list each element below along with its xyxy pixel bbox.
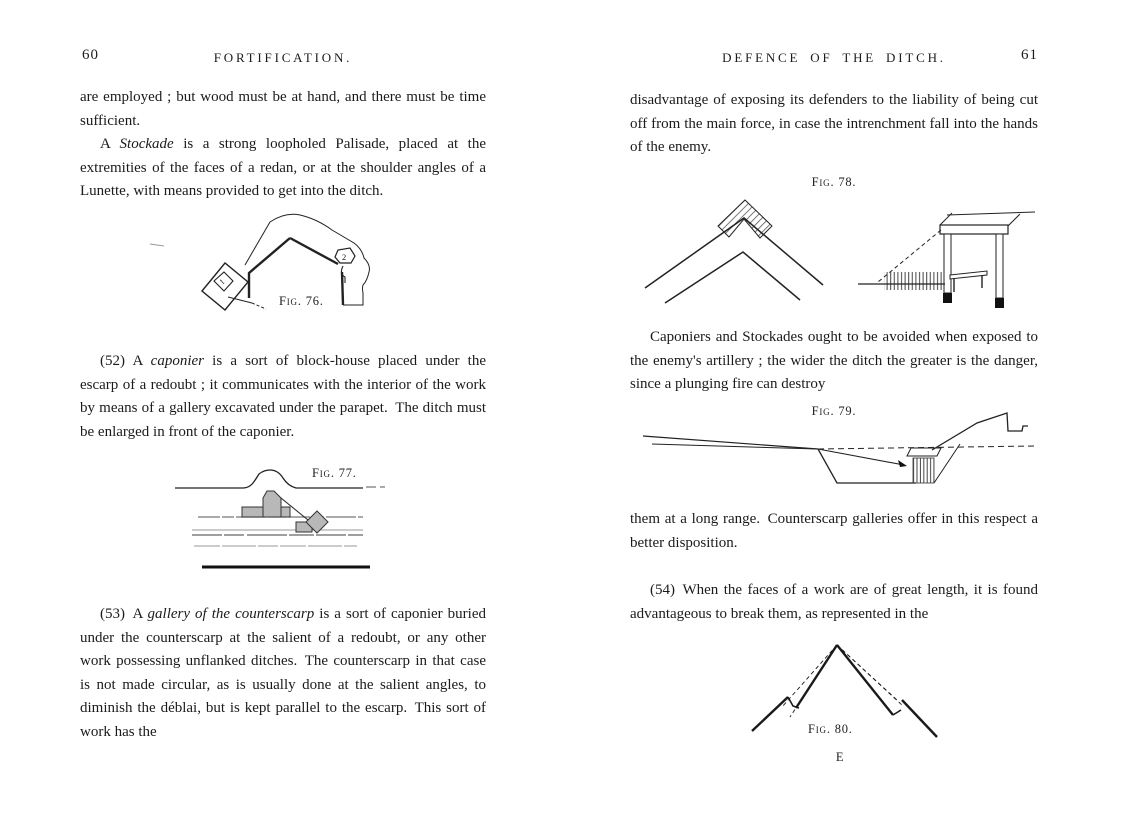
fig79-arrowhead — [898, 460, 907, 467]
figure-79 — [630, 412, 1038, 500]
fig76-faint-dash — [150, 244, 164, 246]
fig80-right-dash-2 — [837, 645, 903, 706]
running-header-right: DEFENCE OF THE DITCH. — [722, 50, 946, 65]
signature-mark: E — [835, 750, 845, 764]
fig79-glacis-line-upper — [643, 436, 818, 449]
fig76-dash-line — [252, 303, 266, 309]
paragraph-caponier — [80, 350, 486, 444]
paragraph-continuation-right: disadvantage of exposing its defenders to the liability of being cut off from the main force, in case the intrenchment fall into the hands of the enemy. — [630, 92, 1038, 155]
fig78-back-ground-line — [947, 212, 1035, 215]
fig79-caption: Fig. 79. — [811, 404, 857, 418]
fig77-caponier-house — [263, 491, 281, 517]
fig78-left-foot — [943, 293, 952, 303]
left-text-block-top — [80, 86, 486, 204]
fig80-right-step — [893, 710, 901, 715]
gallery-term: gallery of the counterscarp — [147, 606, 315, 622]
fig79-glacis-line-lower — [652, 444, 818, 449]
fig79-parapet-profile — [932, 413, 1028, 450]
fig78-perspective-left — [940, 213, 952, 225]
stockade-term: Stockade — [119, 136, 174, 152]
fig79-gallery-hatched — [913, 458, 934, 483]
figure-76 — [80, 208, 486, 328]
gallery-text-pre: (53) A — [100, 606, 148, 622]
fig80-caption: Fig. 80. — [808, 722, 853, 736]
fig76-label-1: 1 — [217, 277, 227, 287]
fig80-left-outer-face — [752, 697, 788, 731]
fig80-right-dash-1 — [837, 645, 897, 700]
fig79-gallery-roof — [907, 448, 941, 456]
fig78-top-beam — [940, 225, 1008, 234]
fig76-caption: Fig. 76. — [279, 294, 324, 308]
paragraph-long-range: them at a long range. Counterscarp galleries offer in this respect a better disposition. — [630, 511, 1038, 551]
fig78-drawing — [630, 194, 1038, 322]
fig76-right-face — [290, 238, 338, 264]
fig80-left-dash-1 — [782, 645, 837, 707]
fig78-palisade-hatching — [884, 272, 944, 290]
fig76-label-2: 2 — [342, 252, 347, 262]
fig78-left-post — [944, 234, 951, 293]
fig78-right-foot — [995, 298, 1004, 308]
paragraph-continuation-left: are employed ; but wood must be at hand, and there must be time sufficient. — [80, 89, 486, 129]
stockade-text-post: is a strong loopholed Palisade, placed at the extremities of the faces of a redan, or at the shoulder angles of a Lunette, with means provided to get into the ditch. — [80, 136, 486, 199]
figure-77 — [80, 458, 486, 580]
paragraph-54-broken-faces: (54) When the faces of a work are of great length, it is found advantageous to break them, as represented in the — [630, 582, 1038, 622]
gallery-text-post: is a sort of caponier buried under the counterscarp at the salient of a redoubt, or any other work possessing unflanked ditches. The counterscarp in that case is not made circular, as is usually done at the salient angles, to diminish the déblai, but is kept parallel to the escarp. This sort of work has the — [80, 606, 487, 740]
paragraph-stockade — [80, 133, 486, 204]
fig77-drawing — [80, 458, 486, 580]
fig79-fire-trajectory — [818, 449, 904, 465]
fig76-right-flank — [342, 272, 343, 305]
caponier-text-post: is a sort of block-house placed under the escarp of a redoubt ; it communicates with the interior of the work by means of a gallery excavated under the parapet. The ditch must be enlarged in front of the caponier. — [80, 353, 486, 440]
paragraph-caponiers-avoided: Caponiers and Stockades ought to be avoided when exposed to the enemy's artillery ; the wider the ditch the greater is the danger, since a plunging fire can destroy — [630, 329, 1038, 392]
fig76-stockade-1-shape — [202, 263, 248, 310]
fig78-right-post — [996, 234, 1003, 298]
figure-80 — [715, 634, 965, 764]
fig78-perspective-right — [1008, 214, 1020, 226]
fig80-right-inner-face — [837, 645, 893, 715]
caponier-text-pre: (52) A — [100, 353, 151, 369]
fig77-caption: Fig. 77. — [312, 466, 357, 480]
fig78-caption: Fig. 78. — [811, 175, 857, 189]
caponier-term: caponier — [150, 353, 204, 369]
running-header-left: FORTIFICATION. — [213, 50, 353, 65]
figure-78 — [630, 194, 1038, 322]
page-number-right: 61 — [1021, 47, 1038, 63]
stockade-text-pre: A — [100, 136, 120, 152]
fig79-drawing — [630, 412, 1038, 500]
left-page — [80, 0, 486, 813]
paragraph-counterscarp-gallery — [80, 603, 486, 744]
fig80-right-outer-face — [902, 700, 937, 737]
page-number-left: 60 — [82, 47, 99, 63]
right-page — [630, 0, 1038, 813]
